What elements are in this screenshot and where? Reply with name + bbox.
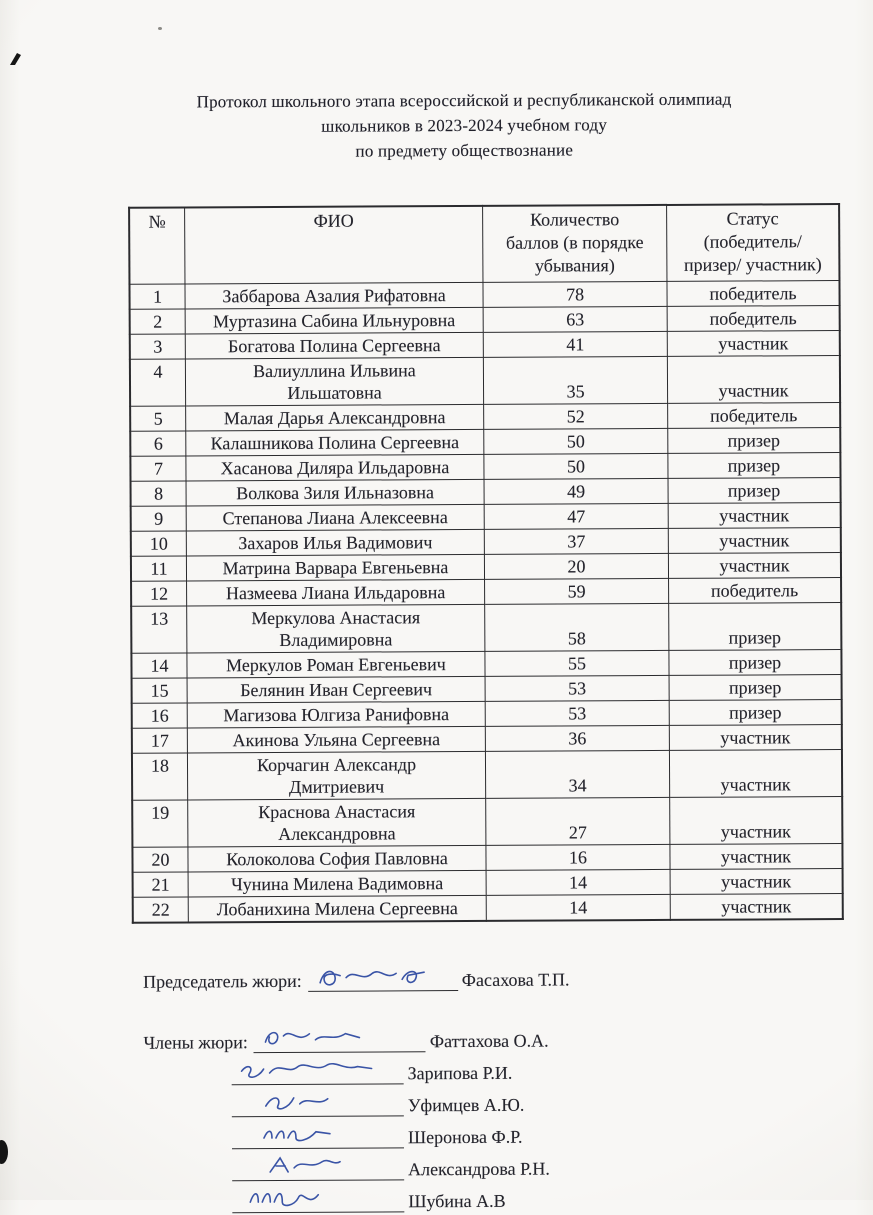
cell-name: Колоколова София Павловна — [188, 845, 486, 872]
cell-name: Меркулов Роман Евгеньевич — [187, 651, 485, 678]
cell-status: призер — [669, 700, 842, 726]
cell-num: 17 — [132, 728, 188, 753]
cell-num: 12 — [131, 581, 187, 606]
cell-num: 6 — [130, 431, 186, 456]
chair-signature-row — [143, 958, 805, 992]
cell-status: участник — [669, 725, 842, 751]
member-name: Шубина А.В — [408, 1190, 506, 1212]
cell-num: 13 — [131, 606, 187, 653]
members-signatures — [143, 1019, 806, 1213]
cell-status: призер — [669, 603, 842, 651]
cell-name: Краснова Анастасия Александровна — [188, 798, 486, 847]
cell-name: Степанова Лиана Алексеевна — [186, 504, 484, 531]
table-row — [132, 725, 842, 754]
members-label: Члены жюри: — [143, 1032, 248, 1053]
cell-status: призер — [668, 478, 841, 504]
chair-name: Фасахова Т.П. — [461, 969, 570, 991]
cell-name: Волкова Зиля Ильназовна — [186, 479, 484, 506]
cell-name: Магизова Юлгиза Ранифовна — [187, 701, 485, 728]
member-signature-row — [232, 1115, 806, 1149]
cell-status: участник — [669, 750, 842, 798]
cell-status: призер — [668, 428, 841, 454]
member-name: Александрова Р.Н. — [408, 1158, 550, 1180]
cell-status: участник — [670, 797, 843, 845]
cell-score: 63 — [483, 306, 667, 332]
cell-status: участник — [668, 553, 841, 579]
cell-score: 41 — [483, 331, 667, 357]
cell-status: призер — [668, 453, 841, 479]
cell-score: 47 — [484, 503, 668, 529]
signature-block — [143, 958, 806, 1213]
member-signature-row — [232, 1147, 806, 1181]
results-tbody — [129, 281, 842, 923]
cell-score: 36 — [485, 725, 669, 751]
cell-num: 4 — [130, 359, 186, 406]
cell-name: Богатова Полина Сергеевна — [185, 332, 483, 359]
cell-num: 19 — [132, 800, 188, 847]
cell-status: участник — [667, 331, 840, 357]
table-row — [132, 844, 842, 873]
member-name: Уфимцев А.Ю. — [407, 1094, 525, 1116]
table-row — [132, 700, 842, 729]
cell-name: Корчагин Александр Дмитриевич — [187, 751, 485, 800]
table-row — [133, 894, 843, 923]
cell-status: победитель — [668, 403, 841, 429]
title-line-1: Протокол школьного этапа всероссийской и республиканской олимпиад — [196, 89, 732, 112]
cell-name: Белянин Иван Сергеевич — [187, 676, 485, 703]
cell-name: Акинова Ульяна Сергеевна — [187, 726, 485, 753]
cell-score: 78 — [483, 281, 667, 307]
cell-status: победитель — [669, 578, 842, 604]
cell-num: 8 — [131, 481, 187, 506]
results-table — [128, 203, 844, 924]
cell-name: Чунина Милена Вадимовна — [188, 870, 486, 897]
cell-num: 21 — [133, 872, 189, 897]
cell-name: Муртазина Сабина Ильнуровна — [185, 307, 483, 334]
cell-name: Калашникова Полина Сергеевна — [186, 429, 484, 456]
cell-score: 16 — [486, 844, 670, 870]
cell-num: 20 — [132, 847, 188, 872]
cell-num: 9 — [131, 506, 187, 531]
table-row — [131, 603, 841, 654]
cell-status: участник — [670, 869, 843, 895]
title-line-2: школьников в 2023-2024 учебном году — [321, 115, 608, 136]
cell-status: участник — [668, 503, 841, 529]
cell-name: Меркулова Анастасия Владимировна — [187, 604, 485, 653]
member-signature-row — [143, 1019, 805, 1053]
cell-score: 14 — [486, 869, 670, 895]
cell-score: 49 — [484, 478, 668, 504]
cell-score: 58 — [485, 603, 669, 651]
cell-status: призер — [669, 650, 842, 676]
cell-num: 14 — [131, 653, 187, 678]
table-row — [129, 281, 839, 310]
cell-score: 14 — [486, 894, 670, 920]
cell-score: 50 — [484, 453, 668, 479]
cell-status: призер — [669, 675, 842, 701]
cell-score: 20 — [484, 553, 668, 579]
cell-num: 7 — [130, 456, 186, 481]
cell-score: 50 — [484, 428, 668, 454]
cell-num: 15 — [132, 678, 188, 703]
table-row — [131, 503, 841, 532]
table-header-row — [129, 204, 839, 284]
cell-num: 3 — [130, 334, 186, 359]
cell-score: 55 — [485, 650, 669, 676]
table-row — [131, 478, 841, 507]
table-row — [133, 869, 843, 898]
header-name: ФИО — [185, 206, 483, 284]
cell-score: 27 — [486, 797, 670, 845]
member-name: Фаттахова О.А. — [429, 1030, 549, 1052]
cell-num: 10 — [131, 531, 187, 556]
cell-num: 18 — [132, 753, 188, 800]
table-row — [132, 750, 842, 801]
cell-name: Лобанихина Милена Сергеевна — [188, 895, 486, 922]
cell-num: 5 — [130, 406, 186, 431]
member-signature-row — [232, 1083, 806, 1117]
table-row — [130, 306, 840, 335]
table-row — [131, 650, 841, 679]
cell-num: 1 — [129, 284, 185, 309]
table-row — [130, 356, 840, 407]
cell-name: Малая Дарья Александровна — [186, 404, 484, 431]
cell-score: 53 — [485, 700, 669, 726]
chair-label: Председатель жюри: — [143, 970, 302, 992]
cell-num: 16 — [132, 703, 188, 728]
table-row — [132, 675, 842, 704]
member-signature — [232, 1117, 404, 1149]
cell-name: Заббарова Азалия Рифатовна — [185, 282, 483, 309]
cell-status: участник — [670, 844, 843, 870]
scan-artifact — [8, 52, 24, 71]
cell-score: 59 — [485, 578, 669, 604]
header-status: Статус (победитель/ призер/ участник) — [667, 204, 840, 281]
scan-artifact — [0, 1140, 8, 1164]
cell-status: победитель — [667, 281, 840, 307]
member-name: Шеронова Ф.Р. — [407, 1126, 523, 1148]
member-signature-row — [232, 1179, 806, 1213]
member-name: Зарипова Р.И. — [407, 1062, 513, 1084]
cell-status: участник — [670, 894, 843, 920]
cell-score: 35 — [483, 356, 667, 404]
table-row — [130, 453, 840, 482]
member-signature — [254, 1021, 426, 1053]
cell-name: Матрина Варвара Евгеньевна — [186, 554, 484, 581]
cell-status: участник — [667, 356, 840, 404]
member-signature — [232, 1053, 404, 1085]
cell-name: Назмеева Лиана Ильдаровна — [187, 579, 485, 606]
header-num: № — [129, 207, 185, 284]
title-line-3: по предмету обществознание — [355, 140, 574, 161]
document-title — [127, 86, 800, 165]
cell-name: Хасанова Диляра Ильдаровна — [186, 454, 484, 481]
cell-score: 34 — [485, 750, 669, 798]
cell-score: 53 — [485, 675, 669, 701]
cell-status: участник — [668, 528, 841, 554]
member-signature — [232, 1085, 404, 1117]
cell-num: 22 — [133, 897, 189, 923]
cell-name: Захаров Илья Вадимович — [186, 529, 484, 556]
table-row — [131, 553, 841, 582]
document-content — [127, 0, 822, 1215]
member-signature — [232, 1181, 404, 1213]
header-score: Количество баллов (в порядке убывания) — [483, 205, 667, 282]
cell-score: 37 — [484, 528, 668, 554]
table-row — [131, 578, 841, 607]
cell-num: 11 — [131, 556, 187, 581]
table-row — [131, 528, 841, 557]
table-row — [130, 428, 840, 457]
cell-score: 52 — [484, 403, 668, 429]
cell-status: победитель — [667, 306, 840, 332]
member-signature — [232, 1149, 404, 1181]
chair-signature — [308, 960, 458, 992]
table-row — [130, 331, 840, 360]
cell-name: Валиуллина Ильвина Ильшатовна — [185, 357, 483, 406]
member-signature-row — [232, 1051, 806, 1085]
cell-num: 2 — [130, 309, 186, 334]
table-row — [130, 403, 840, 432]
table-row — [132, 797, 842, 848]
